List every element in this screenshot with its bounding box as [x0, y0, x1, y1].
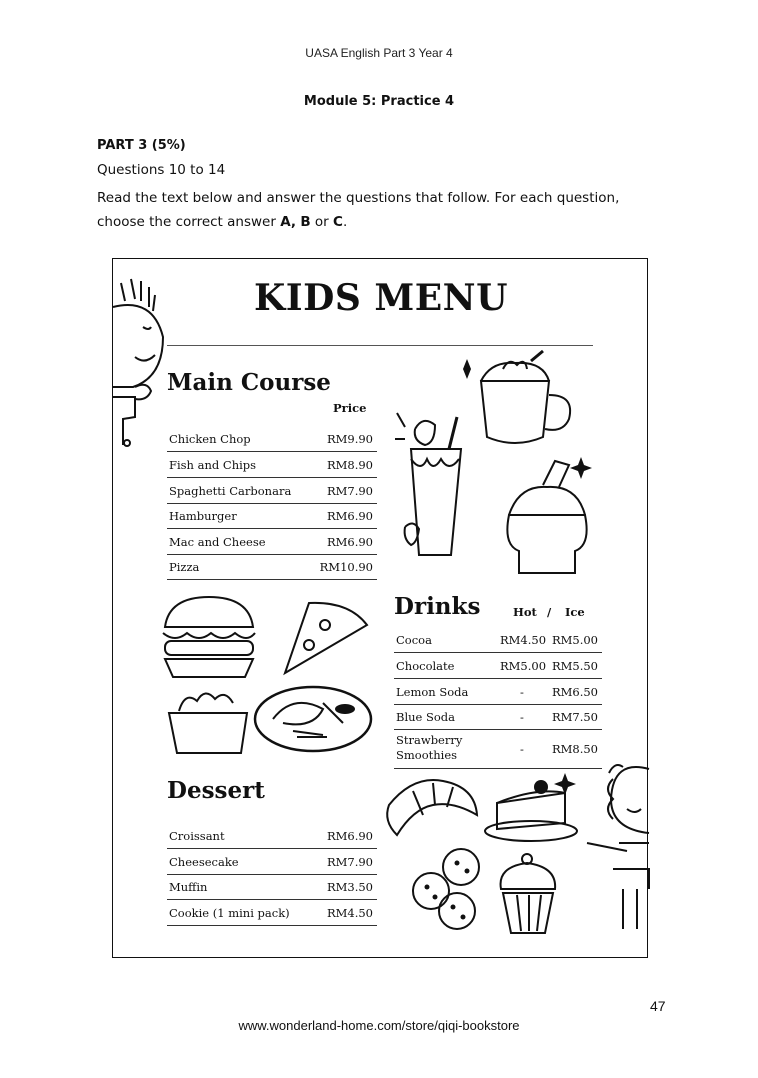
dessert-row	[167, 874, 377, 900]
instruction-end: .	[342, 214, 348, 230]
item-name: Pizza	[169, 560, 200, 574]
main-course-row	[167, 452, 377, 478]
drink-hot-price: -	[520, 710, 524, 724]
option-c: C	[333, 214, 343, 230]
dessert-row	[167, 849, 377, 875]
main-course-table	[167, 426, 377, 581]
option-b: B	[300, 214, 311, 230]
dessert-row	[167, 823, 377, 849]
option-a: A,	[280, 214, 297, 230]
instruction-text: choose the correct answer	[97, 214, 281, 230]
cookies-icon	[409, 845, 489, 931]
item-name: Fish and Chips	[169, 458, 257, 472]
pizza-slice-icon	[279, 595, 369, 675]
main-course-row	[167, 554, 377, 580]
item-price: RM9.90	[326, 432, 373, 446]
item-name: Spaghetti Carbonara	[169, 484, 292, 498]
drink-hot-price: -	[520, 685, 524, 699]
kids-menu	[112, 258, 648, 958]
drink-ice-price: RM8.50	[551, 742, 598, 756]
item-price: RM7.90	[326, 484, 373, 498]
hamburger-icon	[159, 593, 259, 679]
slash-separator: /	[547, 605, 552, 619]
drink-name: Cocoa	[396, 633, 432, 647]
page-number: 47	[650, 998, 666, 1014]
cupcake-icon	[493, 853, 563, 937]
hot-header: Hot	[513, 605, 537, 619]
item-name: Cheesecake	[169, 855, 239, 869]
iced-drink-icon	[499, 455, 599, 585]
ice-header: Ice	[565, 605, 585, 619]
instruction-line-1: Read the text below and answer the questions that follow. For each question,	[97, 190, 620, 206]
drink-name	[396, 733, 462, 763]
item-price: RM6.90	[326, 509, 373, 523]
drink-name: Lemon Soda	[396, 685, 469, 699]
instruction-or: or	[310, 214, 334, 230]
item-price: RM6.90	[326, 535, 373, 549]
main-course-row	[167, 503, 377, 529]
item-name: Cookie (1 mini pack)	[169, 906, 290, 920]
fish-chips-icon	[253, 679, 373, 753]
drink-row	[394, 730, 602, 769]
item-name: Mac and Cheese	[169, 535, 266, 549]
croissant-icon	[383, 775, 483, 845]
drink-name-line2: Smoothies	[396, 748, 458, 762]
drink-ice-price: RM6.50	[551, 685, 598, 699]
item-name: Hamburger	[169, 509, 237, 523]
drinks-table	[394, 627, 602, 772]
menu-title: KIDS MENU	[254, 277, 508, 319]
questions-range: Questions 10 to 14	[97, 162, 226, 178]
drinks-heading: Drinks	[394, 593, 481, 620]
item-price: RM7.90	[326, 855, 373, 869]
item-price: RM6.90	[326, 829, 373, 843]
item-price: RM3.50	[326, 880, 373, 894]
drink-ice-price: RM5.00	[551, 633, 598, 647]
drink-row	[394, 679, 602, 705]
drink-hot-price: -	[520, 742, 524, 756]
drink-ice-price: RM5.50	[551, 659, 598, 673]
cheesecake-icon	[481, 773, 581, 843]
instructions	[97, 186, 677, 234]
footer-url: www.wonderland-home.com/store/qiqi-bookstore	[238, 1018, 520, 1033]
item-name: Chicken Chop	[169, 432, 251, 446]
boy-doodle-icon	[113, 267, 173, 447]
drink-name: Blue Soda	[396, 710, 456, 724]
drink-row	[394, 704, 602, 730]
item-name: Muffin	[169, 880, 208, 894]
drink-row	[394, 627, 602, 653]
dessert-row	[167, 900, 377, 926]
drink-row	[394, 653, 602, 679]
item-name: Croissant	[169, 829, 225, 843]
drink-name: Chocolate	[396, 659, 455, 673]
drink-name-line1: Strawberry	[396, 733, 463, 747]
drink-hot-price: RM5.00	[500, 659, 547, 673]
drink-hot-price: RM4.50	[500, 633, 547, 647]
instruction-line-2	[97, 210, 677, 234]
smoothie-icon	[395, 409, 475, 559]
main-course-row	[167, 426, 377, 452]
page-header: UASA English Part 3 Year 4	[305, 46, 453, 60]
main-course-row	[167, 529, 377, 555]
dessert-table	[167, 823, 377, 927]
module-title: Module 5: Practice 4	[303, 94, 455, 109]
item-price: RM8.90	[326, 458, 373, 472]
drink-ice-price: RM7.50	[551, 710, 598, 724]
title-divider	[167, 345, 593, 346]
part-heading: PART 3 (5%)	[97, 138, 186, 153]
item-price: RM4.50	[326, 906, 373, 920]
main-course-row	[167, 478, 377, 504]
main-course-heading: Main Course	[167, 369, 331, 396]
price-header: Price	[333, 401, 367, 415]
dessert-heading: Dessert	[167, 777, 265, 804]
item-price: RM10.90	[319, 560, 373, 574]
mac-cheese-icon	[165, 687, 251, 757]
girl-doodle-icon	[583, 759, 649, 939]
hot-chocolate-icon	[459, 351, 579, 451]
